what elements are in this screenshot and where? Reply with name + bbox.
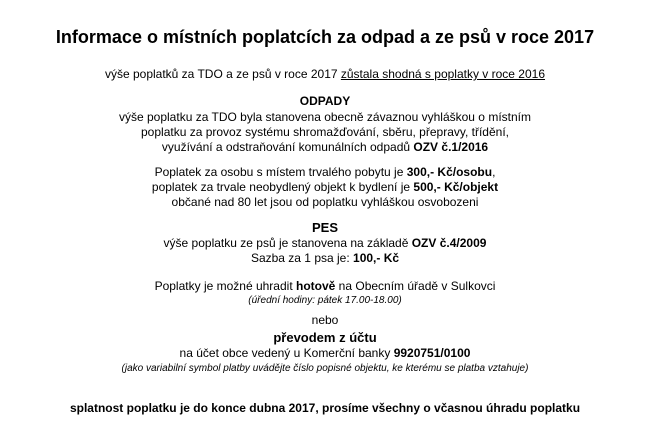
payment-cash — [0, 279, 650, 294]
odpady-line-3-text: využívání a odstraňování komunálních odpadů — [161, 140, 414, 154]
pes-line-1-text: výše poplatku ze psů je stanovena na základě — [163, 236, 412, 250]
intro-underlined: zůstala shodná s poplatky v roce 2016 — [340, 67, 546, 81]
bank-account-number: 9920751/0100 — [393, 346, 471, 360]
rate-exempt: občané nad 80 let jsou od poplatku vyhláškou osvobozeni — [171, 195, 479, 209]
pes-heading: PES — [311, 220, 338, 235]
odpady-line-1: výše poplatku za TDO byla stanovena obecně závaznou vyhláškou o místním — [118, 110, 531, 124]
rate-object — [0, 180, 650, 195]
page-title: Informace o místních poplatcích za odpad a ze psů v roce 2017 — [55, 27, 595, 47]
payment-cash-text: Poplatky je možné uhradit — [154, 279, 296, 293]
rate-person-text: Poplatek za osobu s místem trvalého pobytu je — [154, 165, 407, 179]
office-hours: (úřední hodiny: pátek 17.00-18.00) — [248, 295, 402, 306]
pes-line-1 — [0, 236, 650, 251]
odpady-line-2: poplatku za provoz systému shromažďování, sběru, přepravy, třídění, — [141, 125, 509, 139]
or-text: nebo — [311, 313, 339, 327]
payment-cash-end: na Obecním úřadě v Sulkovci — [335, 279, 496, 293]
rate-person-value: 300,- Kč/osobu — [406, 165, 493, 179]
pes-line-2 — [0, 251, 650, 266]
intro-text: výše poplatků za TDO a ze psů v roce 2017 — [104, 67, 341, 81]
pes-rate: 100,- Kč — [353, 251, 400, 265]
rate-object-value: 500,- Kč/objekt — [413, 180, 499, 194]
bank-account — [0, 346, 650, 361]
bank-account-text: na účet obce vedený u Komerční banky — [179, 346, 394, 360]
pes-ozv: OZV č.4/2009 — [411, 236, 487, 250]
intro-line — [0, 67, 650, 82]
odpady-line-3 — [0, 140, 650, 155]
pes-line-2-text: Sazba za 1 psa je: — [250, 251, 354, 265]
odpady-heading: ODPADY — [299, 94, 351, 108]
rate-person-end: , — [492, 165, 496, 179]
variable-symbol-note: (jako variabilní symbol platby uvádějte číslo popisné objektu, ke kterému se platba vztahuje) — [121, 363, 529, 374]
payment-cash-bold: hotově — [296, 279, 336, 293]
transfer-heading: převodem z účtu — [273, 330, 377, 345]
rate-object-text: poplatek za trvale neobydlený objekt k bydlení je — [151, 180, 414, 194]
odpady-ozv: OZV č.1/2016 — [413, 140, 489, 154]
rate-person — [0, 165, 650, 180]
footer-deadline: splatnost poplatku je do konce dubna 2017, prosíme všechny o včasnou úhradu poplatku — [69, 401, 581, 415]
